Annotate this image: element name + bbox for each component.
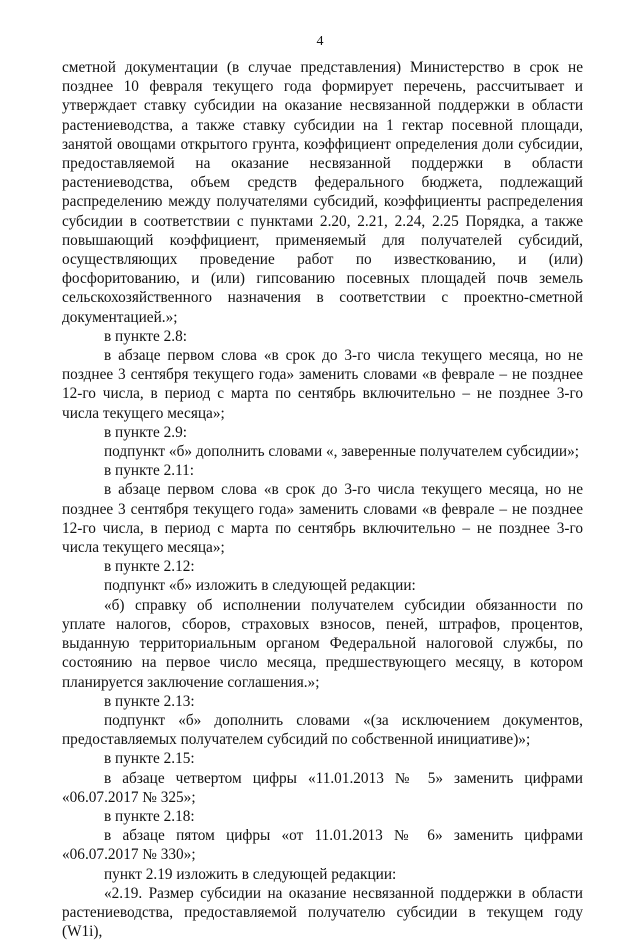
paragraph: в абзаце пятом цифры «от 11.01.2013 № 6» заменить цифрами «06.07.2017 № 330»;	[62, 827, 583, 864]
paragraph: сметной документации (в случае представления) Министерство в срок не позднее 10 февраля текущего года формирует перечень, рассчитывает и утверждает ставку субсидии на оказание несвязанной поддержки в области растениеводства, а также ставку субсидии на 1 гектар посевной площади, занятой овощами открытого грунта, коэффициент определения доли субсидии, предоставляемой на оказание несвязанной поддержки в области растениеводства, объем средств федерального бюджета, подлежащий распределению между получателями субсидий, коэффициенты распределения субсидии в соответствии с пунктами 2.20, 2.21, 2.24, 2.25 Порядка, а также повышающий коэффициент, применяемый для получателей субсидий, осуществляющих проведение работ по известкованию, и (или) фосфоритованию, и (или) гипсованию посевных площадей почв земель сельскохозяйственного назначения в соответствии с проектно-сметной документацией.»;	[62, 59, 583, 326]
paragraph: «б) справку об исполнении получателем субсидии обязанности по уплате налогов, сборов, страховых взносов, пеней, штрафов, процентов, выданную территориальным органом Федеральной налоговой службы, по состоянию на первое число месяца, предшествующего месяцу, в котором планируется заключение соглашения.»;	[62, 596, 583, 691]
page-number: 4	[316, 34, 324, 49]
document-body	[62, 58, 583, 941]
paragraph: в пункте 2.13:	[104, 692, 195, 710]
paragraph: подпункт «б» дополнить словами «(за исключением документов, предоставляемых получателем субсидий по собственной инициативе)»;	[62, 711, 583, 749]
paragraph: в пункте 2.18:	[104, 807, 195, 825]
paragraph: подпункт «б» дополнить словами «, заверенные получателем субсидии»;	[104, 443, 579, 461]
paragraph: в пункте 2.12:	[104, 558, 195, 576]
paragraph: в абзаце четвертом цифры «11.01.2013 № 5» заменить цифрами «06.07.2017 № 325»;	[62, 769, 583, 806]
paragraph: пункт 2.19 изложить в следующей редакции:	[104, 865, 397, 883]
paragraph: подпункт «б» изложить в следующей редакции:	[104, 577, 416, 595]
paragraph: в абзаце первом слова «в срок до 3-го числа текущего месяца, но не позднее 3 сентября текущего года» заменить словами «в феврале – не позднее 12-го числа, в период с марта по сентябрь включительно – не позднее 3-го числа текущего месяца»;	[62, 481, 583, 557]
paragraph: в пункте 2.11:	[104, 462, 195, 480]
paragraph: в абзаце первом слова «в срок до 3-го числа текущего месяца, но не позднее 3 сентября текущего года» заменить словами «в феврале – не позднее 12-го числа, в период с марта по сентябрь включительно – не позднее 3-го числа текущего месяца»;	[62, 347, 583, 422]
paragraph: в пункте 2.8:	[104, 327, 187, 345]
paragraph: «2.19. Размер субсидии на оказание несвязанной поддержки в области растениеводства, предоставляемой получателю субсидии в текущем году (W1i),	[62, 884, 583, 941]
paragraph: в пункте 2.15:	[104, 750, 195, 768]
paragraph: в пункте 2.9:	[104, 423, 187, 441]
